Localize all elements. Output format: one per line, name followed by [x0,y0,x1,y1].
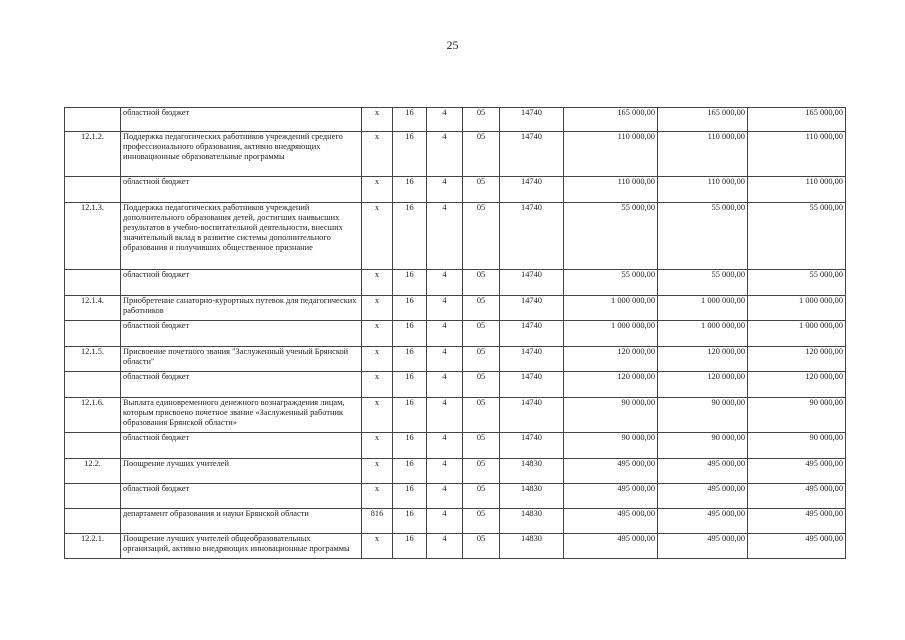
table-row [65,459,846,484]
code-x: х [362,296,393,321]
code-4: 14740 [500,177,564,203]
code-3: 05 [463,484,500,509]
row-number [65,372,121,398]
code-x: х [362,433,393,459]
code-2: 4 [427,132,463,177]
table-row [65,270,846,296]
code-x: х [362,177,393,203]
amount-1: 120 000,00 [564,347,658,372]
row-number [65,509,121,534]
row-description: областной бюджет [121,177,362,203]
amount-1: 495 000,00 [564,459,658,484]
amount-1: 55 000,00 [564,203,658,270]
code-x: х [362,372,393,398]
code-3: 05 [463,132,500,177]
amount-3: 90 000,00 [748,433,846,459]
code-4: 14740 [500,270,564,296]
row-description: Поощрение лучших учителей [121,459,362,484]
code-2: 4 [427,372,463,398]
code-2: 4 [427,509,463,534]
code-x: х [362,321,393,347]
code-x: х [362,108,393,132]
code-4: 14740 [500,433,564,459]
code-2: 4 [427,398,463,433]
row-number [65,321,121,347]
code-3: 05 [463,459,500,484]
row-description: областной бюджет [121,484,362,509]
code-2: 4 [427,347,463,372]
amount-3: 495 000,00 [748,484,846,509]
row-number [65,177,121,203]
code-x: х [362,484,393,509]
row-number: 12.1.5. [65,347,121,372]
row-number [65,270,121,296]
code-4: 14830 [500,484,564,509]
row-description: Поддержка педагогических работников учреждений дополнительного образования детей, достигших наивысших результатов в учебно-воспитательной деятельности, внесших значительный вклад в развитие системы дополнительного образования и получивших общественное признание [121,203,362,270]
code-4: 14830 [500,509,564,534]
amount-2: 495 000,00 [658,509,748,534]
code-2: 4 [427,484,463,509]
code-3: 05 [463,372,500,398]
amount-1: 110 000,00 [564,177,658,203]
code-2: 4 [427,177,463,203]
table-row [65,296,846,321]
amount-3: 90 000,00 [748,398,846,433]
code-1: 16 [393,347,427,372]
code-4: 14740 [500,347,564,372]
table-row [65,398,846,433]
amount-1: 495 000,00 [564,484,658,509]
code-4: 14740 [500,296,564,321]
amount-1: 90 000,00 [564,398,658,433]
code-1: 16 [393,108,427,132]
code-2: 4 [427,459,463,484]
row-description: департамент образования и науки Брянской области [121,509,362,534]
code-1: 16 [393,459,427,484]
code-1: 16 [393,203,427,270]
amount-3: 495 000,00 [748,534,846,559]
amount-1: 495 000,00 [564,534,658,559]
amount-2: 1 000 000,00 [658,296,748,321]
code-x: х [362,132,393,177]
code-4: 14740 [500,372,564,398]
code-4: 14740 [500,203,564,270]
code-3: 05 [463,108,500,132]
code-x: х [362,347,393,372]
table-row [65,347,846,372]
code-4: 14740 [500,108,564,132]
code-2: 4 [427,321,463,347]
code-2: 4 [427,270,463,296]
code-2: 4 [427,433,463,459]
table-row [65,108,846,132]
row-number: 12.2. [65,459,121,484]
page-number: 25 [446,38,459,52]
row-description: Приобретение санаторно-курортных путевок для педагогических работников [121,296,362,321]
code-x: 816 [362,509,393,534]
amount-2: 165 000,00 [658,108,748,132]
code-4: 14740 [500,132,564,177]
row-number [65,484,121,509]
row-description: областной бюджет [121,108,362,132]
code-1: 16 [393,132,427,177]
row-number: 12.1.3. [65,203,121,270]
amount-3: 120 000,00 [748,347,846,372]
row-number [65,108,121,132]
code-1: 16 [393,433,427,459]
row-description: областной бюджет [121,270,362,296]
code-1: 16 [393,177,427,203]
amount-2: 1 000 000,00 [658,321,748,347]
row-number [65,433,121,459]
amount-1: 55 000,00 [564,270,658,296]
code-3: 05 [463,347,500,372]
row-description: областной бюджет [121,321,362,347]
code-3: 05 [463,296,500,321]
row-description: Поощрение лучших учителей общеобразовательных организаций, активно внедряющих инновационные программы [121,534,362,559]
amount-3: 1 000 000,00 [748,321,846,347]
amount-3: 55 000,00 [748,270,846,296]
code-2: 4 [427,108,463,132]
code-3: 05 [463,433,500,459]
code-x: х [362,203,393,270]
amount-2: 495 000,00 [658,534,748,559]
code-1: 16 [393,372,427,398]
table-row [65,372,846,398]
amount-2: 495 000,00 [658,484,748,509]
table-row [65,132,846,177]
amount-3: 55 000,00 [748,203,846,270]
table-row [65,203,846,270]
amount-1: 495 000,00 [564,509,658,534]
code-1: 16 [393,534,427,559]
amount-2: 110 000,00 [658,177,748,203]
table-row [65,433,846,459]
amount-3: 495 000,00 [748,459,846,484]
code-2: 4 [427,203,463,270]
amount-3: 110 000,00 [748,132,846,177]
table-row [65,509,846,534]
code-3: 05 [463,398,500,433]
amount-1: 120 000,00 [564,372,658,398]
amount-2: 90 000,00 [658,398,748,433]
amount-2: 120 000,00 [658,372,748,398]
code-2: 4 [427,296,463,321]
code-4: 14740 [500,398,564,433]
budget-table [64,107,846,559]
code-2: 4 [427,534,463,559]
code-3: 05 [463,509,500,534]
amount-2: 90 000,00 [658,433,748,459]
code-4: 14830 [500,459,564,484]
code-3: 05 [463,203,500,270]
code-1: 16 [393,509,427,534]
row-number: 12.1.2. [65,132,121,177]
row-number: 12.1.4. [65,296,121,321]
code-4: 14830 [500,534,564,559]
code-x: х [362,534,393,559]
amount-2: 55 000,00 [658,270,748,296]
row-description: областной бюджет [121,372,362,398]
amount-3: 110 000,00 [748,177,846,203]
code-1: 16 [393,398,427,433]
row-number: 12.1.6. [65,398,121,433]
amount-1: 165 000,00 [564,108,658,132]
amount-3: 1 000 000,00 [748,296,846,321]
amount-2: 495 000,00 [658,459,748,484]
amount-3: 495 000,00 [748,509,846,534]
code-3: 05 [463,534,500,559]
amount-1: 1 000 000,00 [564,296,658,321]
amount-2: 110 000,00 [658,132,748,177]
code-1: 16 [393,321,427,347]
amount-1: 90 000,00 [564,433,658,459]
amount-1: 110 000,00 [564,132,658,177]
amount-3: 165 000,00 [748,108,846,132]
row-description: областной бюджет [121,433,362,459]
code-1: 16 [393,484,427,509]
row-description: Выплата единовременного денежного вознаграждения лицам, которым присвоено почетное звание «Заслуженный работник образования Брянской области» [121,398,362,433]
row-description: Присвоение почетного звания "Заслуженный ученый Брянской области" [121,347,362,372]
code-1: 16 [393,296,427,321]
code-3: 05 [463,321,500,347]
row-number: 12.2.1. [65,534,121,559]
amount-1: 1 000 000,00 [564,321,658,347]
amount-3: 120 000,00 [748,372,846,398]
code-4: 14740 [500,321,564,347]
code-x: х [362,398,393,433]
amount-2: 55 000,00 [658,203,748,270]
table-row [65,484,846,509]
code-x: х [362,459,393,484]
amount-2: 120 000,00 [658,347,748,372]
code-x: х [362,270,393,296]
code-3: 05 [463,177,500,203]
code-1: 16 [393,270,427,296]
table-row [65,534,846,559]
row-description: Поддержка педагогических работников учреждений среднего профессионального образования, активно внедряющих инновационные образовательные программы [121,132,362,177]
table-row [65,177,846,203]
code-3: 05 [463,270,500,296]
table-row [65,321,846,347]
